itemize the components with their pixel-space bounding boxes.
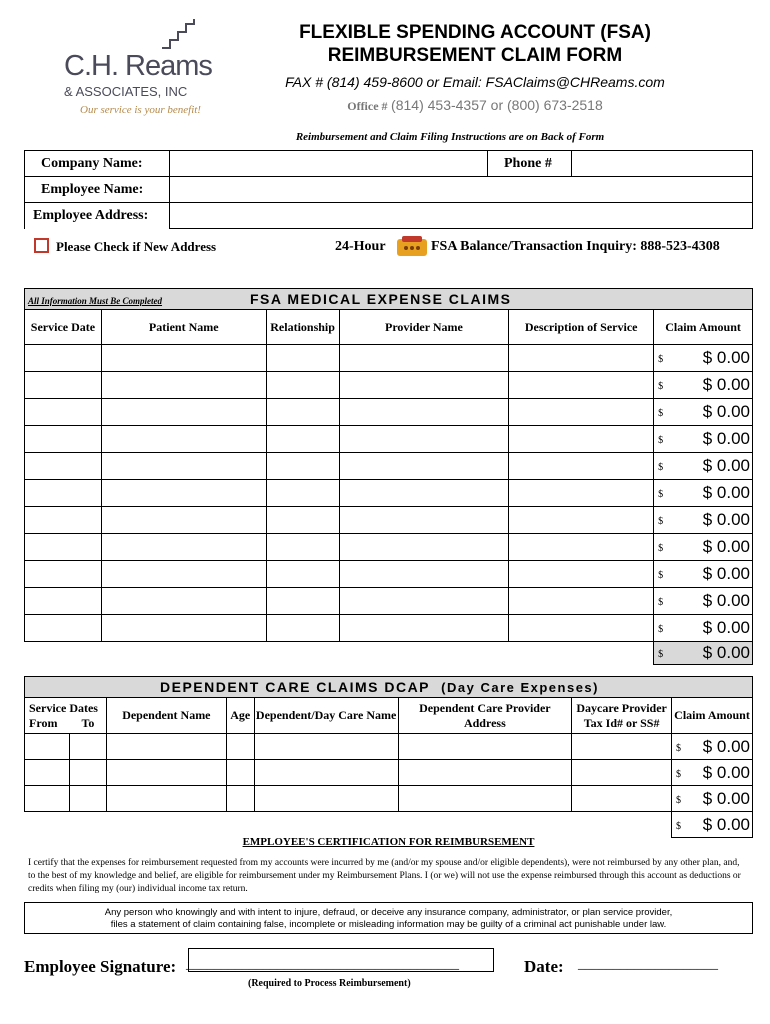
office-label: Office # xyxy=(347,99,388,113)
dollar-sign: $ xyxy=(676,794,682,806)
medical-description-input[interactable] xyxy=(509,453,654,480)
dependent-claims-title xyxy=(160,679,599,695)
medical-provider-name-input[interactable] xyxy=(339,588,509,615)
fraud-line-2: files a statement of claim containing false, incomplete or misleading information may be guilty of a criminal act punishable under law. xyxy=(110,919,667,930)
medical-description-input[interactable] xyxy=(509,480,654,507)
col-from-to xyxy=(29,716,106,731)
medical-service-date-input[interactable] xyxy=(25,615,102,642)
all-info-note: All Information Must Be Completed xyxy=(28,296,163,306)
form-title-line2: REIMBURSEMENT CLAIM FORM xyxy=(327,45,623,66)
amount-value: $ 0.00 xyxy=(702,375,750,394)
dollar-sign: $ xyxy=(658,462,664,473)
col-claim-amount: Claim Amount xyxy=(654,310,753,345)
col-daycare-name: Dependent/Day Care Name xyxy=(254,698,398,734)
dollar-sign: $ xyxy=(658,435,664,446)
col-age: Age xyxy=(226,698,254,734)
medical-provider-name-input[interactable] xyxy=(339,480,509,507)
24-hour-label: 24-Hour xyxy=(335,239,386,254)
dependent-claims-table xyxy=(24,697,753,838)
medical-provider-name-input[interactable] xyxy=(339,507,509,534)
dependent-dates-input[interactable] xyxy=(25,786,107,812)
fax-email: FAX # (814) 459-8600 or Email: FSAClaims@CHReams.com xyxy=(285,74,665,90)
dollar-sign: $ xyxy=(658,570,664,581)
dependent-claim-row xyxy=(25,734,753,760)
dollar-sign: $ xyxy=(658,489,664,500)
medical-provider-name-input[interactable] xyxy=(339,345,509,372)
signature-line: _______________________________________ xyxy=(186,957,459,972)
dollar-sign: $ xyxy=(658,408,664,419)
medical-relationship-input[interactable] xyxy=(266,534,339,561)
form-title-line1: FLEXIBLE SPENDING ACCOUNT (FSA) xyxy=(299,22,651,43)
medical-patient-name-input[interactable] xyxy=(101,453,266,480)
amount-value: $ 0.00 xyxy=(702,456,750,475)
amount-value: $ 0.00 xyxy=(702,348,750,367)
employee-address-input[interactable] xyxy=(169,202,753,229)
col-provider-name: Provider Name xyxy=(339,310,509,345)
medical-description-input[interactable] xyxy=(509,561,654,588)
medical-patient-name-input[interactable] xyxy=(101,372,266,399)
medical-description-input[interactable] xyxy=(509,372,654,399)
medical-claim-amount[interactable] xyxy=(654,480,753,507)
dependent-claim-amount[interactable] xyxy=(672,760,753,786)
medical-provider-name-input[interactable] xyxy=(339,453,509,480)
medical-provider-name-input[interactable] xyxy=(339,399,509,426)
company-logo xyxy=(60,18,220,123)
medical-relationship-input[interactable] xyxy=(266,372,339,399)
logo-sub: & ASSOCIATES, INC xyxy=(64,84,188,99)
phone-label-cell xyxy=(487,150,572,177)
medical-patient-name-input[interactable] xyxy=(101,561,266,588)
medical-service-date-input[interactable] xyxy=(25,507,102,534)
medical-description-input[interactable] xyxy=(509,588,654,615)
amount-value: $ 0.00 xyxy=(702,618,750,637)
fraud-line-1: Any person who knowingly and with intent to injure, defraud, or deceive any insurance company, administrator, or plan service provider, xyxy=(104,907,673,918)
dependent-dates-input[interactable] xyxy=(25,734,107,760)
col-to: To xyxy=(81,715,95,730)
company-name-label-cell xyxy=(24,150,170,177)
medical-claim-row xyxy=(25,480,753,507)
medical-relationship-input[interactable] xyxy=(266,615,339,642)
medical-relationship-input[interactable] xyxy=(266,561,339,588)
medical-relationship-input[interactable] xyxy=(266,399,339,426)
dependent-tax-id-input[interactable] xyxy=(572,734,672,760)
medical-claim-amount[interactable] xyxy=(654,372,753,399)
medical-patient-name-input[interactable] xyxy=(101,507,266,534)
medical-relationship-input[interactable] xyxy=(266,426,339,453)
dependent-total-amount xyxy=(672,812,753,838)
dependent-age-input[interactable] xyxy=(226,786,254,812)
amount-value: $ 0.00 xyxy=(702,429,750,448)
dollar-sign: $ xyxy=(658,354,664,365)
col-service-dates xyxy=(25,698,107,734)
medical-provider-name-input[interactable] xyxy=(339,372,509,399)
amount-value: $ 0.00 xyxy=(702,643,750,662)
dependent-title-main: DEPENDENT CARE CLAIMS DCAP xyxy=(160,679,430,695)
amount-value: $ 0.00 xyxy=(702,762,750,782)
medical-description-input[interactable] xyxy=(509,615,654,642)
employee-name-input[interactable] xyxy=(169,176,753,203)
medical-patient-name-input[interactable] xyxy=(101,588,266,615)
dependent-daycare-name-input[interactable] xyxy=(254,760,398,786)
fraud-warning-box xyxy=(24,902,753,934)
medical-patient-name-input[interactable] xyxy=(101,480,266,507)
medical-claim-amount[interactable] xyxy=(654,534,753,561)
employee-name-label: Employee Name: xyxy=(41,182,144,197)
dependent-total-row xyxy=(25,812,753,838)
employee-address-label-cell xyxy=(24,202,170,229)
medical-service-date-input[interactable] xyxy=(25,453,102,480)
col-dependent-name: Dependent Name xyxy=(106,698,226,734)
dependent-claim-amount[interactable] xyxy=(672,786,753,812)
phone-label: Phone # xyxy=(504,156,552,171)
medical-patient-name-input[interactable] xyxy=(101,399,266,426)
dependent-claim-row xyxy=(25,786,753,812)
medical-claim-row xyxy=(25,561,753,588)
signature-required-note: (Required to Process Reimbursement) xyxy=(248,978,411,989)
medical-total-row xyxy=(25,642,753,665)
medical-total-amount xyxy=(654,642,753,665)
certification-text: I certify that the expenses for reimbursement requested from my accounts were incurred by me (and/or my spouse and/or eligible dependents), were not reimbursed by any other plan, and, to the best of my knowledge and belief, are eligible for reimbursement under my Reimbursement Plans. I (or we) will not use the expense reimbursed through this account as deductions or credits when filing my (our) individual income tax return. xyxy=(28,858,741,894)
amount-value: $ 0.00 xyxy=(702,483,750,502)
medical-service-date-input[interactable] xyxy=(25,399,102,426)
col-dep-claim-amount: Claim Amount xyxy=(672,698,753,734)
employee-name-label-cell xyxy=(24,176,170,203)
amount-value: $ 0.00 xyxy=(702,510,750,529)
dollar-sign: $ xyxy=(658,624,664,635)
medical-claim-row xyxy=(25,372,753,399)
amount-value: $ 0.00 xyxy=(702,591,750,610)
medical-description-input[interactable] xyxy=(509,426,654,453)
medical-relationship-input[interactable] xyxy=(266,588,339,615)
company-name-input[interactable] xyxy=(169,150,488,177)
dependent-daycare-name-input[interactable] xyxy=(254,786,398,812)
dependent-age-input[interactable] xyxy=(226,734,254,760)
company-name-label: Company Name: xyxy=(41,156,143,171)
employee-address-label: Employee Address: xyxy=(33,208,149,223)
medical-claim-row xyxy=(25,453,753,480)
medical-description-input[interactable] xyxy=(509,399,654,426)
medical-provider-name-input[interactable] xyxy=(339,561,509,588)
dependent-tax-id-input[interactable] xyxy=(572,760,672,786)
medical-service-date-input[interactable] xyxy=(25,561,102,588)
medical-claims-table xyxy=(24,309,753,665)
amount-value: $ 0.00 xyxy=(702,736,750,756)
medical-claim-row xyxy=(25,345,753,372)
dollar-sign: $ xyxy=(658,516,664,527)
office-numbers: (814) 453-4357 or (800) 673-2518 xyxy=(391,97,603,113)
dependent-dates-input[interactable] xyxy=(25,760,107,786)
dollar-sign: $ xyxy=(658,543,664,554)
amount-value: $ 0.00 xyxy=(702,788,750,808)
medical-claim-row xyxy=(25,426,753,453)
dependent-dependent-name-input[interactable] xyxy=(106,786,226,812)
medical-claims-title: FSA MEDICAL EXPENSE CLAIMS xyxy=(250,291,512,307)
dollar-sign: $ xyxy=(658,649,664,660)
dollar-sign: $ xyxy=(658,597,664,608)
office-phone xyxy=(240,97,710,115)
logo-name: C.H. Reams xyxy=(64,50,212,82)
certification-title: EMPLOYEE'S CERTIFICATION FOR REIMBURSEMENT xyxy=(242,836,535,848)
balance-inquiry: FSA Balance/Transaction Inquiry: 888-523-4308 xyxy=(431,239,720,254)
amount-value: $ 0.00 xyxy=(702,537,750,556)
medical-service-date-input[interactable] xyxy=(25,426,102,453)
medical-claim-amount[interactable] xyxy=(654,615,753,642)
medical-claim-amount[interactable] xyxy=(654,453,753,480)
col-patient-name: Patient Name xyxy=(101,310,266,345)
medical-claim-row xyxy=(25,507,753,534)
medical-claim-amount[interactable] xyxy=(654,399,753,426)
medical-service-date-input[interactable] xyxy=(25,480,102,507)
logo-tagline: Our service is your benefit! xyxy=(80,104,201,116)
medical-patient-name-input[interactable] xyxy=(101,534,266,561)
col-service-date: Service Date xyxy=(25,310,102,345)
date-line[interactable]: ____________________ xyxy=(578,957,718,972)
col-tax-id: Daycare Provider Tax Id# or SS# xyxy=(572,698,672,734)
dependent-provider-address-input[interactable] xyxy=(398,786,572,812)
medical-description-input[interactable] xyxy=(509,345,654,372)
col-relationship: Relationship xyxy=(266,310,339,345)
medical-relationship-input[interactable] xyxy=(266,480,339,507)
new-address-label: Please Check if New Address xyxy=(56,239,217,254)
medical-patient-name-input[interactable] xyxy=(101,426,266,453)
dependent-daycare-name-input[interactable] xyxy=(254,734,398,760)
dependent-provider-address-input[interactable] xyxy=(398,760,572,786)
amount-value: $ 0.00 xyxy=(702,402,750,421)
medical-service-date-input[interactable] xyxy=(25,588,102,615)
medical-provider-name-input[interactable] xyxy=(339,615,509,642)
medical-relationship-input[interactable] xyxy=(266,507,339,534)
medical-claim-row xyxy=(25,588,753,615)
amount-value: $ 0.00 xyxy=(702,564,750,583)
dependent-title-paren: (Day Care Expenses) xyxy=(441,680,599,695)
medical-claim-row xyxy=(25,399,753,426)
dollar-sign: $ xyxy=(676,820,682,832)
medical-claim-amount[interactable] xyxy=(654,507,753,534)
medical-service-date-input[interactable] xyxy=(25,345,102,372)
amount-value: $ 0.00 xyxy=(702,814,750,834)
medical-relationship-input[interactable] xyxy=(266,453,339,480)
medical-description-input[interactable] xyxy=(509,507,654,534)
medical-description-input[interactable] xyxy=(509,534,654,561)
medical-patient-name-input[interactable] xyxy=(101,345,266,372)
phone-icon xyxy=(396,235,428,257)
medical-provider-name-input[interactable] xyxy=(339,534,509,561)
dependent-claim-row xyxy=(25,760,753,786)
medical-claim-amount[interactable] xyxy=(654,561,753,588)
col-service-dates-label: Service Dates xyxy=(29,700,98,715)
medical-relationship-input[interactable] xyxy=(266,345,339,372)
dollar-sign: $ xyxy=(676,742,682,754)
dependent-tax-id-input[interactable] xyxy=(572,786,672,812)
col-from: From xyxy=(29,715,58,730)
dependent-age-input[interactable] xyxy=(226,760,254,786)
dependent-claim-amount[interactable] xyxy=(672,734,753,760)
medical-claim-amount[interactable] xyxy=(654,345,753,372)
dependent-dependent-name-input[interactable] xyxy=(106,734,226,760)
col-description: Description of Service xyxy=(509,310,654,345)
date-label: Date: xyxy=(524,957,564,976)
phone-input[interactable] xyxy=(571,150,753,177)
medical-claim-row xyxy=(25,534,753,561)
medical-claim-amount[interactable] xyxy=(654,426,753,453)
dollar-sign: $ xyxy=(676,768,682,780)
col-provider-address: Dependent Care Provider Address xyxy=(398,698,572,734)
signature-label: Employee Signature: xyxy=(24,957,177,976)
new-address-checkbox[interactable] xyxy=(34,238,49,253)
medical-patient-name-input[interactable] xyxy=(101,615,266,642)
medical-provider-name-input[interactable] xyxy=(339,426,509,453)
medical-service-date-input[interactable] xyxy=(25,372,102,399)
dependent-dependent-name-input[interactable] xyxy=(106,760,226,786)
dollar-sign: $ xyxy=(658,381,664,392)
instructions-note: Reimbursement and Claim Filing Instructions are on Back of Form xyxy=(295,131,605,143)
medical-service-date-input[interactable] xyxy=(25,534,102,561)
medical-claim-amount[interactable] xyxy=(654,588,753,615)
medical-claim-row xyxy=(25,615,753,642)
stairs-icon xyxy=(160,18,200,50)
dependent-provider-address-input[interactable] xyxy=(398,734,572,760)
